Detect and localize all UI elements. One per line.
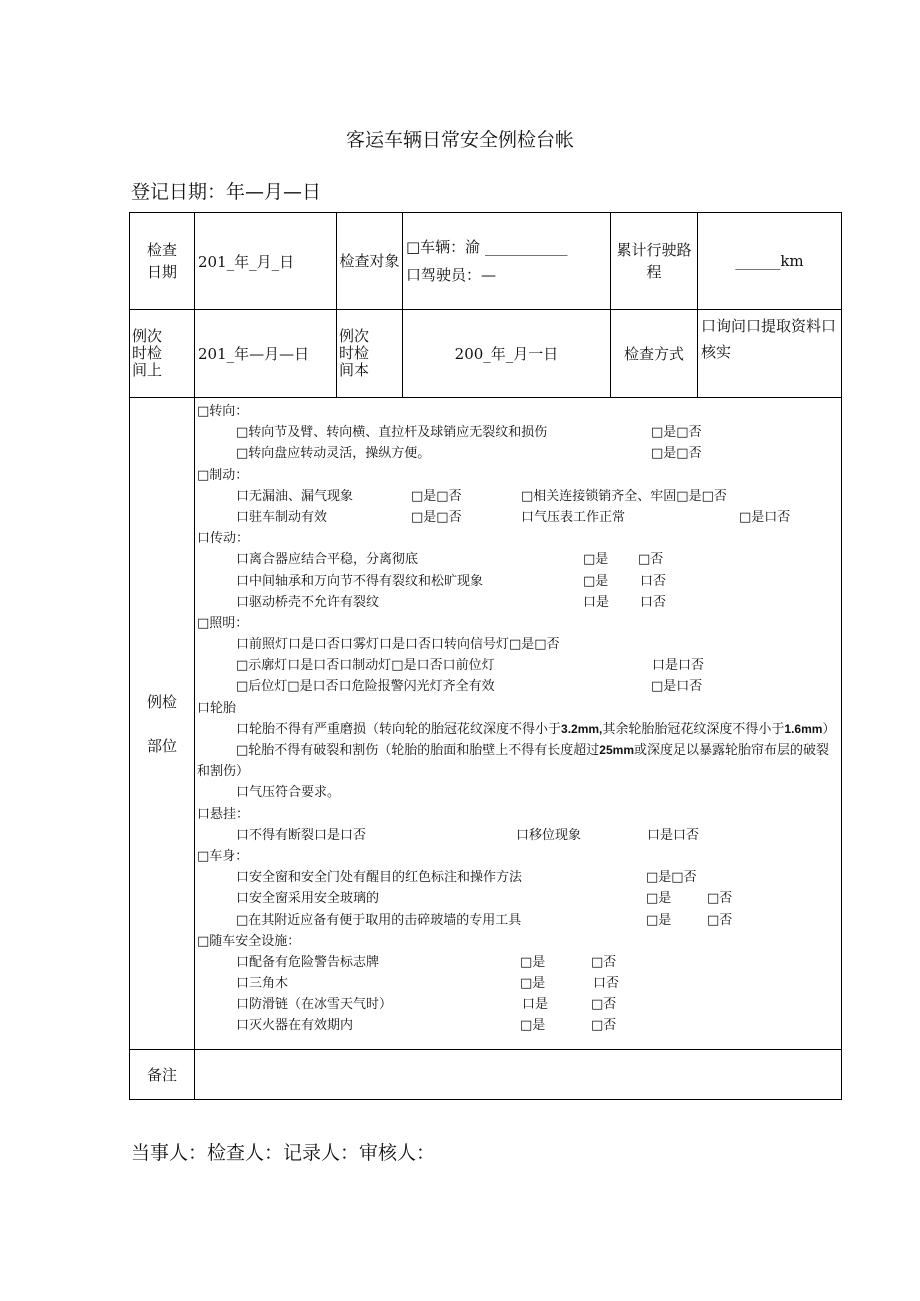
check-object-field[interactable] [403, 213, 611, 310]
transmission-heading: 口传动： [197, 531, 250, 547]
steering-item-2: □转向盘应转动灵活，操纵方便。 □是□否 [236, 446, 702, 462]
tire-item-1[interactable]: 口轮胎不得有严重磨损（转向轮的胎冠花纹深度不得小于3.2mm,其余轮胎胎冠花纹深度不得小于1.6mm） [236, 721, 836, 737]
lighting-item-2: □示廓灯口是口否口制动灯□是口否口前位灯 口是口否 [236, 658, 705, 674]
inspection-items [195, 398, 842, 1050]
header-row [130, 213, 842, 310]
check-date-field[interactable]: 201_年_月_日 [195, 213, 337, 310]
transmission-item-1: 口离合器应结合平稳，分离彻底 □是 □否 [236, 552, 664, 568]
safety-item-3: 口防滑链（在冰雪天气时） 口是 □否 [236, 997, 617, 1013]
suspension-heading: 口悬挂： [197, 806, 250, 822]
check-date-label: 检查日期 [130, 213, 195, 310]
check-object-label: 检查对象 [337, 213, 403, 310]
inspection-parts-label: 例检 部位 [130, 398, 195, 1050]
safety-item-2: 口三角木 □是 口否 [236, 976, 620, 992]
steering-heading: □转向： [197, 404, 249, 419]
body-heading: □车身： [197, 848, 249, 864]
last-check-label: 例次时检间上 [130, 310, 195, 398]
driver-field[interactable]: 口驾驶员：— [406, 266, 497, 284]
tire-heading: 口轮胎 [197, 700, 237, 716]
transmission-item-3: 口驱动桥壳不允许有裂纹 口是 口否 [236, 594, 667, 610]
braking-heading: □制动： [197, 467, 249, 483]
body-item-1: 口安全窗和安全门处有醒目的红色标注和操作方法 □是□否 [236, 870, 697, 886]
lighting-heading: □照明： [197, 615, 249, 631]
this-check-label: 例次时检间本 [337, 310, 403, 398]
lighting-item-1: 口前照灯口是口否口雾灯口是口否口转向信号灯□是□否 [236, 637, 560, 653]
method-label: 检查方式 [611, 310, 698, 398]
remarks-row [130, 1050, 842, 1100]
tire-item-3: 口气压符合要求。 [236, 785, 341, 801]
braking-item-1: 口无漏油、漏气现象 □是□否 □相关连接锁销齐全、牢固□是□否 [236, 488, 727, 504]
safety-item-4: 口灭火器在有效期内 □是 □否 [236, 1018, 617, 1034]
mileage-label: 累计行驶路程 [611, 213, 698, 310]
safety-item-1: 口配备有危险警告标志牌 □是 □否 [236, 954, 617, 970]
steering-item-1: □转向节及臂、转向横、直拉杆及球销应无裂纹和损伤 □是□否 [236, 425, 702, 441]
remarks-label: 备注 [130, 1050, 195, 1100]
body-item-2: 口安全窗采用安全玻璃的 □是 □否 [236, 891, 733, 907]
page-title: 客运车辆日常安全例检台帐 [345, 129, 574, 151]
period-row [130, 310, 842, 398]
vehicle-plate-field[interactable]: □车辆：渝 ___________ [406, 238, 568, 256]
lighting-item-3: □后位灯□是口否口危险报警闪光灯齐全有效 □是口否 [236, 679, 703, 695]
suspension-item-1: 口不得有断裂口是口否 口移位现象 口是口否 [236, 827, 700, 843]
mileage-field[interactable]: ______km [698, 213, 842, 310]
inspection-form-table [129, 212, 842, 1100]
signature-line: 当事人：检查人：记录人：审核人： [131, 1142, 436, 1164]
transmission-item-2: 口中间轴承和万向节不得有裂纹和松旷现象 □是 口否 [236, 573, 667, 589]
inspection-row [130, 398, 842, 1050]
braking-item-2: 口驻车制动有效 □是□否 口气压表工作正常 □是口否 [236, 509, 791, 525]
method-options[interactable]: 口询问口提取资料口核实 [698, 310, 842, 398]
last-check-field[interactable]: 201_年—月—日 [195, 310, 337, 398]
this-check-field[interactable]: 200_年_月一日 [403, 310, 611, 398]
body-item-3: □在其附近应备有便于取用的击碎玻墙的专用工具 □是 □否 [236, 912, 733, 928]
remarks-field[interactable] [195, 1050, 842, 1100]
registration-date: 登记日期：年—月—日 [131, 181, 322, 203]
tire-item-2[interactable]: □轮胎不得有破裂和割伤（轮胎的胎面和胎壁上不得有长度超过25mm或深度足以暴露轮胎帘布层的破裂和割伤） [197, 743, 829, 780]
safety-heading: □随车安全设施： [197, 933, 301, 949]
